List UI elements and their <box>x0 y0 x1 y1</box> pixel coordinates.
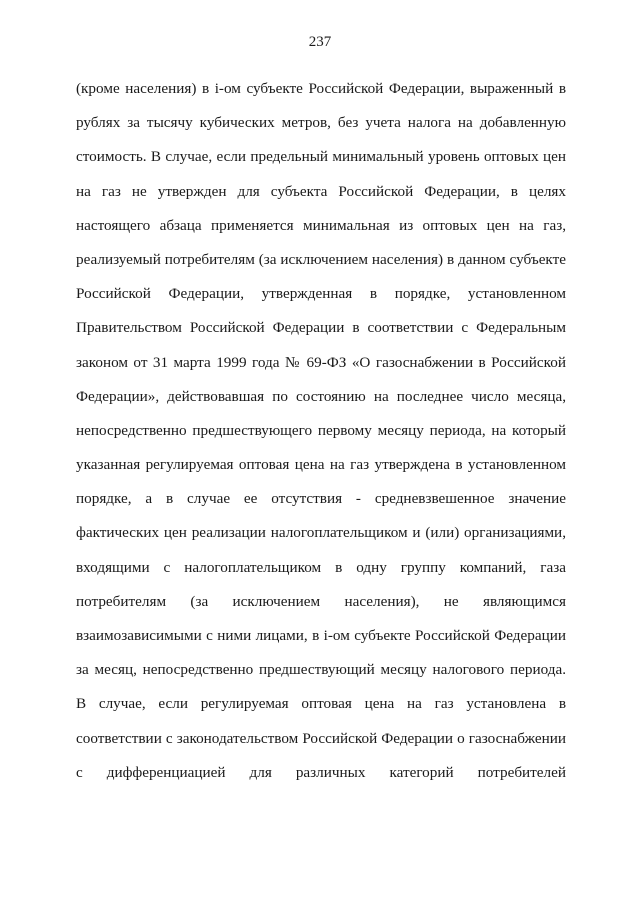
text-line: Федерации», действовавшая по состоянию на последнее число месяца, <box>76 387 566 405</box>
text-line: стоимость. В случае, если предельный минимальный уровень оптовых цен <box>76 148 566 166</box>
text-line: на газ не утвержден для субъекта Российской Федерации, в целях <box>76 182 566 200</box>
text-line: взаимозависимыми с ними лицами, в i-ом субъекте Российской Федерации <box>76 627 566 644</box>
text-line: соответствии с законодательством Российской Федерации о газоснабжении <box>76 729 566 747</box>
text-line: (кроме населения) в i-ом субъекте Российской Федерации, выраженный в <box>76 80 566 97</box>
text-line: порядке, а в случае ее отсутствия - средневзвешенное значение <box>76 490 566 508</box>
text-line: с дифференциацией для различных категорий потребителей <box>76 763 566 781</box>
text-line: реализуемый потребителям (за исключением населения) в данном субъекте <box>76 250 566 268</box>
text-line: законом от 31 марта 1999 года № 69-ФЗ «О газоснабжении в Российской <box>76 353 566 371</box>
text-line: Российской Федерации, утвержденная в порядке, установленном <box>76 285 566 303</box>
page-number: 237 <box>308 34 332 50</box>
text-line: рублях за тысячу кубических метров, без учета налога на добавленную <box>76 114 566 132</box>
body-text <box>76 72 566 790</box>
text-line: настоящего абзаца применяется минимальная из оптовых цен на газ, <box>76 216 566 234</box>
text-line: входящими с налогоплательщиком в одну группу компаний, газа <box>76 558 566 576</box>
text-line: Правительством Российской Федерации в соответствии с Федеральным <box>76 319 566 337</box>
text-line: непосредственно предшествующего первому месяцу периода, на который <box>76 421 566 439</box>
text-line: потребителям (за исключением населения), не являющимся <box>76 592 566 610</box>
text-line: за месяц, непосредственно предшествующий месяцу налогового периода. <box>76 661 566 679</box>
text-line: В случае, если регулируемая оптовая цена на газ установлена в <box>76 695 566 713</box>
text-line: фактических цен реализации налогоплательщиком и (или) организациями, <box>76 524 566 542</box>
text-line: указанная регулируемая оптовая цена на газ утверждена в установленном <box>76 456 566 474</box>
